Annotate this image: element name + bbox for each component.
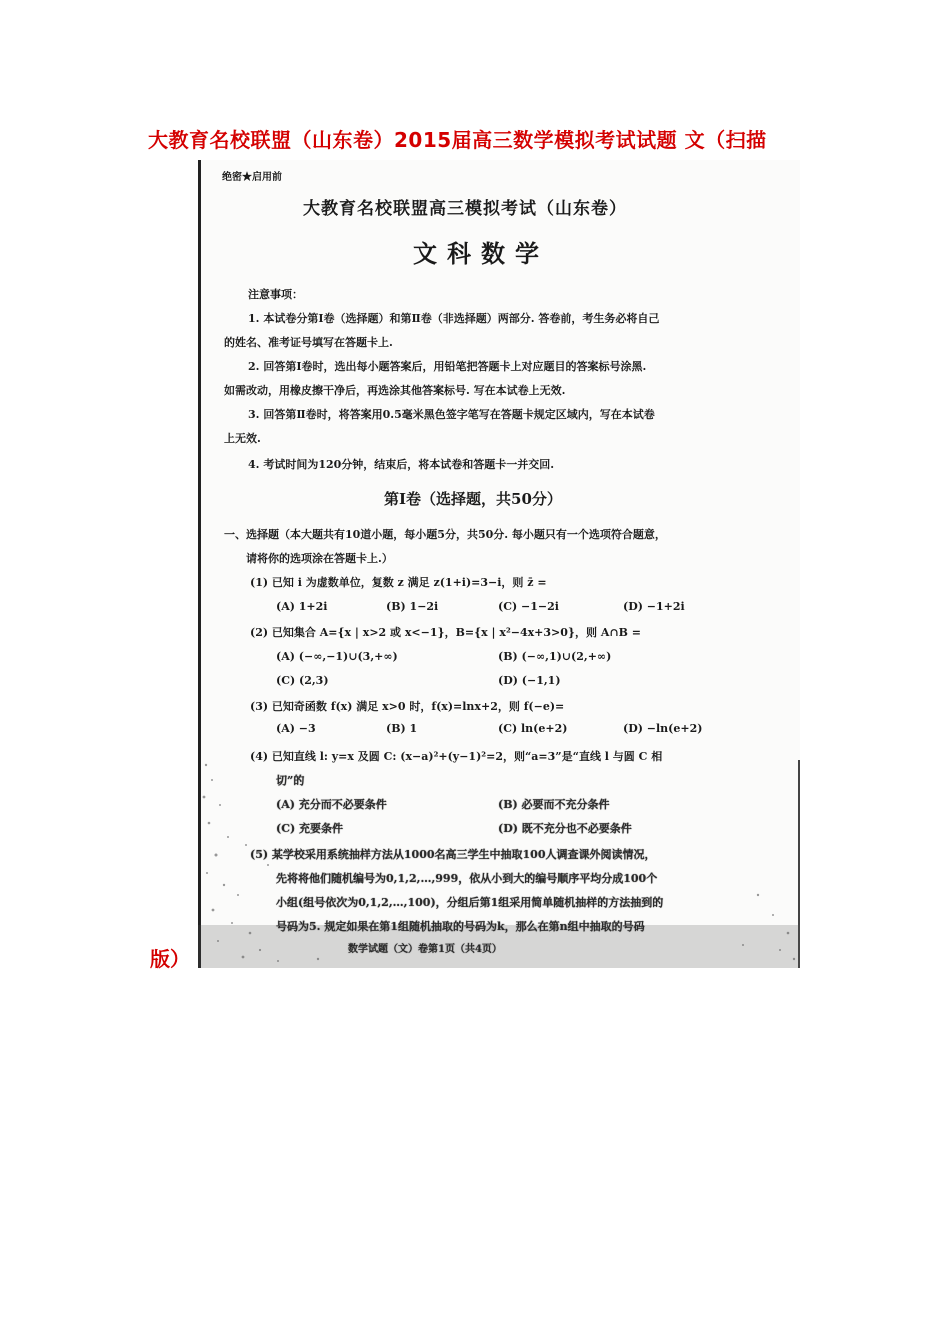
question-2-option-b: (B) (−∞,1)∪(2,+∞) [498,650,612,663]
question-2-option-c: (C) (2,3) [276,674,329,687]
question-1-option-b: (B) 1−2i [386,600,439,613]
scanned-exam-page [198,160,800,968]
question-4-option-b: (B) 必要而不充分条件 [498,798,610,811]
note-line: 上无效. [224,432,261,445]
exam-title: 大教育名校联盟高三模拟考试（山东卷） [303,199,627,219]
document-title-continuation: 版） [150,947,190,971]
question-4-stem-cont: 切”的 [276,774,305,787]
page-footer: 数学试题（文）卷第1页（共4页） [348,944,502,955]
part-intro-line: 请将你的选项涂在答题卡上.） [246,552,393,565]
question-5-line: 先将将他们随机编号为0,1,2,…,999，依从小到大的编号顺序平均分成100个 [276,872,658,885]
confidential-mark: 绝密★启用前 [222,172,282,183]
document-title: 大教育名校联盟（山东卷）2015届高三数学模拟考试试题 文（扫描 [148,128,767,152]
question-4-option-c: (C) 充要条件 [276,822,343,835]
question-3-option-d: (D) −ln(e+2) [623,722,703,735]
note-line: 3. 回答第Ⅱ卷时，将答案用0.5毫米黑色签字笔写在答题卡规定区域内，写在本试卷 [248,408,655,421]
question-5-line: (5) 某学校采用系统抽样方法从1000名高三学生中抽取100人调查课外阅读情况， [250,848,656,861]
part-intro-line: 一、选择题（本大题共有10道小题，每小题5分，共50分. 每小题只有一个选项符合题意， [224,528,666,541]
note-line: 如需改动，用橡皮擦干净后，再选涂其他答案标号. 写在本试卷上无效. [224,384,566,397]
note-line: 的姓名、准考证号填写在答题卡上. [224,336,393,349]
question-2-option-a: (A) (−∞,−1)∪(3,+∞) [276,650,398,663]
question-1-option-a: (A) 1+2i [276,600,328,613]
subject-heading: 文科数学 [413,239,549,268]
question-1-option-c: (C) −1−2i [498,600,559,613]
notes-heading: 注意事项： [248,288,303,301]
question-5-line: 小组(组号依次为0,1,2,…,100)，分组后第1组采用简单随机抽样的方法抽到的 [276,896,664,909]
question-4-option-d: (D) 既不充分也不必要条件 [498,822,632,835]
question-1-stem: (1) 已知 i 为虚数单位，复数 z 满足 z(1+i)=3−i，则 z̄ = [250,576,547,589]
question-3-option-b: (B) 1 [386,722,418,735]
question-3-stem: (3) 已知奇函数 f(x) 满足 x>0 时，f(x)=lnx+2，则 f(−e)= [250,700,565,713]
question-3-option-c: (C) ln(e+2) [498,722,568,735]
question-4-option-a: (A) 充分而不必要条件 [276,798,387,811]
question-3-option-a: (A) −3 [276,722,316,735]
section-heading: 第Ⅰ卷（选择题，共50分） [384,490,562,508]
note-line: 2. 回答第Ⅰ卷时，选出每小题答案后，用铅笔把答题卡上对应题目的答案标号涂黑. [248,360,647,373]
question-1-option-d: (D) −1+2i [623,600,685,613]
note-line: 4. 考试时间为120分钟，结束后，将本试卷和答题卡一并交回. [248,458,555,471]
question-2-stem: (2) 已知集合 A={x | x>2 或 x<−1}，B={x | x²−4x+3>0}，则 A∩B = [250,626,641,639]
question-5-line: 号码为5. 规定如果在第1组随机抽取的号码为k，那么在第n组中抽取的号码 [276,920,645,933]
question-2-option-d: (D) (−1,1) [498,674,561,687]
question-4-stem: (4) 已知直线 l: y=x 及圆 C: (x−a)²+(y−1)²=2，则“a=3”是“直线 l 与圆 C 相 [250,750,663,763]
note-line: 1. 本试卷分第Ⅰ卷（选择题）和第Ⅱ卷（非选择题）两部分. 答卷前，考生务必将自己 [248,312,660,325]
